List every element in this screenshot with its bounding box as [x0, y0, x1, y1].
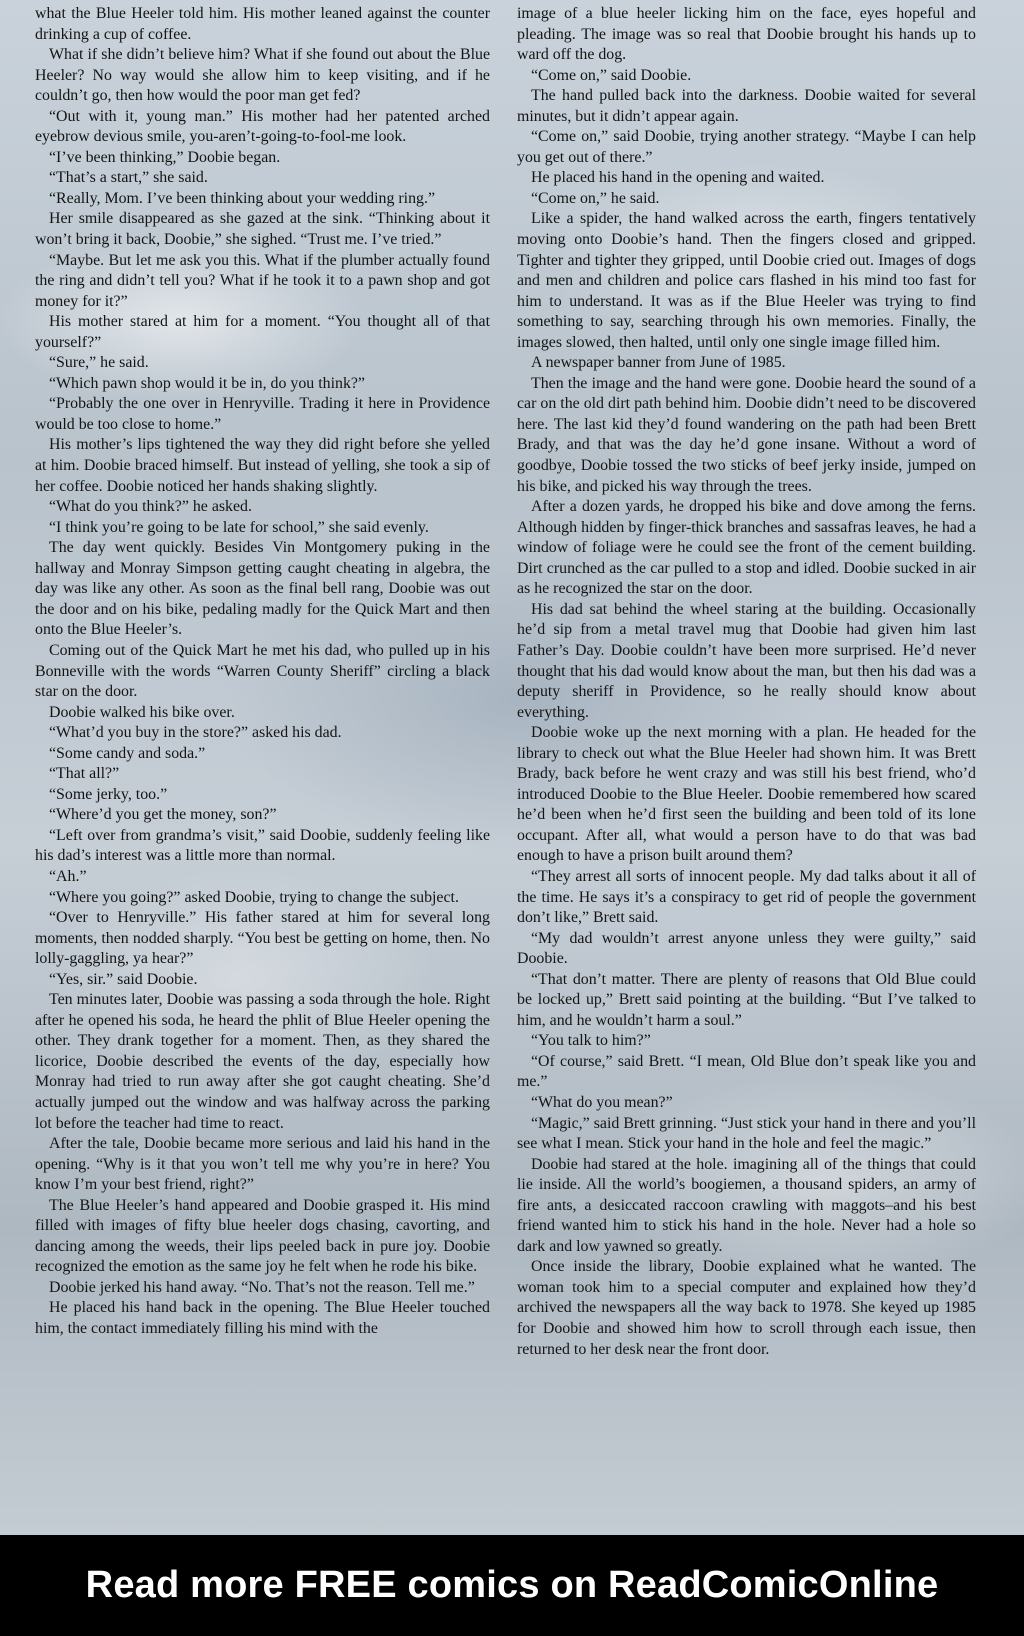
- paragraph: image of a blue heeler licking him on the face, eyes hopeful and pleading. The image was so real that Doobie brought his hands up to ward off the dog.: [517, 5, 976, 64]
- paragraph: “Ah.”: [49, 867, 87, 885]
- paragraph: “What do you think?” he asked.: [49, 498, 252, 516]
- paragraph: “Which pawn shop would it be in, do you think?”: [49, 374, 365, 392]
- paragraph: “You talk to him?”: [531, 1032, 651, 1050]
- paragraph: Doobie jerked his hand away. “No. That’s not the reason. Tell me.”: [49, 1278, 475, 1296]
- paragraph: “Really, Mom. I’ve been thinking about your wedding ring.”: [49, 189, 435, 207]
- paragraph: “Yes, sir.” said Doobie.: [49, 970, 198, 988]
- paragraph: “Some jerky, too.”: [49, 785, 168, 803]
- paragraph: “That don’t matter. There are plenty of reasons that Old Blue could be locked up,” Brett said pointing at the building. “But I’ve talked to him, and he wouldn’t harm a soul.”: [517, 970, 976, 1029]
- left-text-column: [35, 4, 490, 1340]
- paragraph: “Sure,” he said.: [49, 354, 149, 372]
- promo-banner-text[interactable]: Read more FREE comics on ReadComicOnline: [85, 1564, 939, 1606]
- paragraph: “Left over from grandma’s visit,” said Doobie, suddenly feeling like his dad’s interest was a little more than normal.: [35, 826, 490, 865]
- paragraph: “They arrest all sorts of innocent people. My dad talks about it all of the time. He says it’s a conspiracy to get rid of people the government don’t like,” Brett said.: [517, 867, 976, 927]
- paragraph: The day went quickly. Besides Vin Montgomery puking in the hallway and Monray Simpson getting caught cheating in algebra, the day was like any other. As soon as the final bell rang, Doobie was out the door and on his bike, pedaling madly for the Quick Mart and then onto the Blue Heeler’s.: [35, 539, 490, 639]
- paragraph: His mother stared at him for a moment. “You thought all of that yourself?”: [35, 313, 490, 351]
- paragraph: After a dozen yards, he dropped his bike and dove among the ferns. Although hidden by finger-thick branches and sassafras leaves, he had a window of foliage were he could see the front of the cement building. Dirt crunched as the car pulled to a stop and idled. Doobie sucked in air as he recognized the star on the door.: [517, 498, 976, 598]
- paragraph: Her smile disappeared as she gazed at the sink. “Thinking about it won’t bring it back, Doobie,” she sighed. “Trust me. I’ve tried.”: [35, 210, 490, 249]
- paragraph: “I think you’re going to be late for school,” she said evenly.: [49, 518, 429, 536]
- paragraph: “Out with it, young man.” His mother had her patented arched eyebrow devious smile, you-aren’t-going-to-fool-me look.: [35, 107, 490, 146]
- paragraph: A newspaper banner from June of 1985.: [531, 354, 786, 372]
- paragraph: His mother’s lips tightened the way they did right before she yelled at him. Doobie braced himself. But instead of yelling, she took a sip of her coffee. Doobie noticed her hands shaking slightly.: [35, 436, 490, 495]
- paragraph: He placed his hand back in the opening. The Blue Heeler touched him, the contact immediately filling his mind with the: [35, 1299, 490, 1337]
- paragraph: “Come on,” said Doobie.: [531, 66, 692, 84]
- paragraph: “Of course,” said Brett. “I mean, Old Blue don’t speak like you and me.”: [517, 1052, 976, 1091]
- paragraph: “Where you going?” asked Doobie, trying to change the subject.: [49, 888, 459, 906]
- paragraph: “I’ve been thinking,” Doobie began.: [49, 148, 281, 166]
- right-text-column: [517, 4, 976, 1360]
- paragraph: “My dad wouldn’t arrest anyone unless they were guilty,” said Doobie.: [517, 929, 976, 968]
- paragraph: “Come on,” he said.: [531, 189, 660, 207]
- paragraph: Coming out of the Quick Mart he met his dad, who pulled up in his Bonneville with the words “Warren County Sheriff” circling a black star on the door.: [35, 641, 490, 701]
- paragraph: “That all?”: [49, 765, 120, 783]
- promo-banner[interactable]: [0, 1535, 1024, 1636]
- paragraph: Then the image and the hand were gone. Doobie heard the sound of a car on the old dirt path behind him. Doobie didn’t need to be discovered here. The last kid they’d found wandering on the path had been Brett Brady, and that was the day he’d gone insane. Without a word of goodbye, Doobie tossed the two sticks of beef jerky inside, jumped on his bike, and picked his way through the trees.: [517, 374, 976, 495]
- paragraph: “Over to Henryville.” His father stared at him for several long moments, then nodded sharply. “You best be getting on home, then. No lolly-gaggling, ya hear?”: [35, 909, 490, 968]
- paragraph: Ten minutes later, Doobie was passing a soda through the hole. Right after he opened his soda, he heard the phlit of Blue Heeler opening the other. They drank together for a moment. Then, as they shared the licorice, Doobie described the events of the day, especially how Monray had tried to run away after she got caught cheating. She’d actually jumped out the window and was halfway across the parking lot before the teacher had time to react.: [35, 991, 490, 1132]
- paragraph: Like a spider, the hand walked across the earth, fingers tentatively moving onto Doobie’s hand. Then the fingers closed and gripped. Tighter and tighter they gripped, until Doobie cried out. Images of dogs and men and children and police cars flashed in his mind too fast for him to understand. It was as if the Blue Heeler was trying to find something to say, searching through his own memories. Finally, the images slowed, then halted, until only one single image filled him.: [517, 210, 976, 351]
- paragraph: Doobie walked his bike over.: [49, 703, 235, 721]
- paragraph: Doobie woke up the next morning with a plan. He headed for the library to check out what the Blue Heeler had shown him. It was Brett Brady, back before he went crazy and was still his best friend, who’d introduced Doobie to the Blue Heeler. Doobie remembered how scared he’d been when he’d first seen the building and been told of its lone occupant. After all, what would a person have to do that was bad enough to have a prison built around them?: [517, 724, 976, 865]
- paragraph: Doobie had stared at the hole. imagining all of the things that could lie inside. All the world’s boogiemen, a thousand spiders, an army of fire ants, a desiccated raccoon crawling with maggots–and his best friend wanted him to stick his hand in the hole. Never had a hole so dark and low yawned so greatly.: [517, 1155, 976, 1255]
- paragraph: What if she didn’t believe him? What if she found out about the Blue Heeler? No way would she allow him to keep visiting, and if he couldn’t go, then how would the poor man get fed?: [35, 46, 490, 105]
- paragraph: His dad sat behind the wheel staring at the building. Occasionally he’d sip from a metal travel mug that Doobie had given him last Father’s Day. Doobie couldn’t have been more surprised. He’d never thought that his dad would know about the man, but then his dad was a deputy sheriff in Providence, so he really should know about everything.: [517, 600, 976, 721]
- paragraph: Once inside the library, Doobie explained what he wanted. The woman took him to a special computer and explained how they’d archived the newspapers all the way back to 1978. She keyed up 1985 for Doobie and showed him how to scroll through each issue, then returned to her desk near the front door.: [517, 1258, 976, 1358]
- paragraph: what the Blue Heeler told him. His mother leaned against the counter drinking a cup of coffee.: [35, 5, 490, 43]
- paragraph: The hand pulled back into the darkness. Doobie waited for several minutes, but it didn’t appear again.: [517, 87, 976, 125]
- paragraph: “Maybe. But let me ask you this. What if the plumber actually found the ring and didn’t tell you? What if he took it to a pawn shop and got money for it?”: [35, 251, 490, 310]
- paragraph: “Magic,” said Brett grinning. “Just stick your hand in there and you’ll see what I mean. Stick your hand in the hole and feel the magic.”: [517, 1114, 976, 1153]
- paragraph: “What do you mean?”: [531, 1093, 673, 1111]
- paragraph: After the tale, Doobie became more serious and laid his hand in the opening. “Why is it that you won’t tell me why you’re in here? You know I’m your best friend, right?”: [35, 1135, 490, 1194]
- paragraph: “Some candy and soda.”: [49, 744, 206, 762]
- paragraph: “Probably the one over in Henryville. Trading it here in Providence would be too close to home.”: [35, 395, 490, 433]
- paragraph: “What’d you buy in the store?” asked his dad.: [49, 724, 342, 742]
- paragraph: “Come on,” said Doobie, trying another strategy. “Maybe I can help you get out of there.”: [517, 128, 976, 166]
- paragraph: The Blue Heeler’s hand appeared and Doobie grasped it. His mind filled with images of fifty blue heeler dogs chasing, cavorting, and dancing among the weeds, their lips peeled back in pure joy. Doobie recognized the emotion as the same joy he felt when he rode his bike.: [35, 1196, 490, 1276]
- paragraph: “That’s a start,” she said.: [49, 169, 208, 187]
- paragraph: “Where’d you get the money, son?”: [49, 806, 277, 824]
- paragraph: He placed his hand in the opening and waited.: [531, 169, 825, 187]
